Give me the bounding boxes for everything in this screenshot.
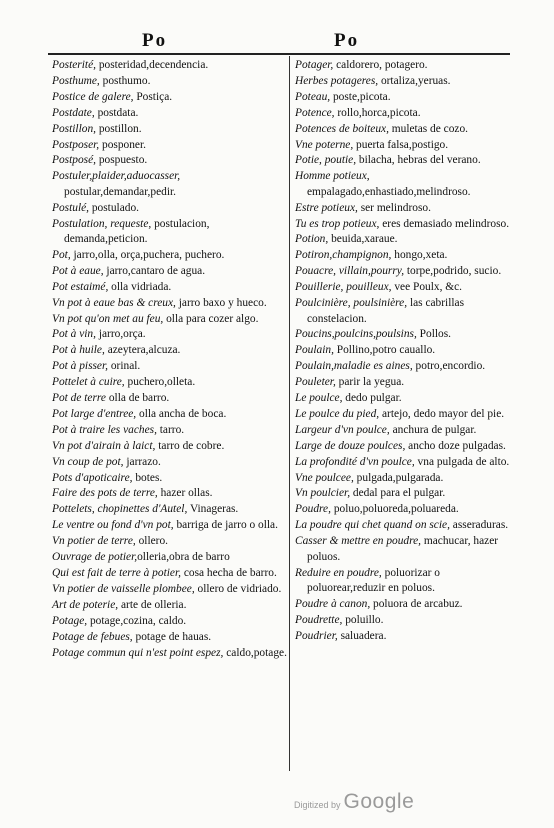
dictionary-entry (52, 296, 288, 311)
entry-definition: dedo pulgar. (342, 392, 402, 405)
dictionary-entry (52, 122, 288, 137)
entry-headword: Pottelet à cuire, (52, 376, 125, 389)
dictionary-entry (295, 122, 517, 137)
entry-definition: caldorero, potagero. (333, 59, 428, 71)
entry-headword: Pouleter, (295, 376, 336, 389)
entry-definition: pospuesto. (95, 154, 148, 167)
entry-definition: postdata. (94, 106, 139, 119)
entry-definition: las cabrillas constelacion. (307, 297, 465, 325)
entry-headword: Postulé, (52, 201, 90, 214)
dictionary-entry (295, 423, 517, 438)
entry-headword: Potager, (295, 59, 334, 71)
dictionary-entry (52, 106, 288, 121)
dictionary-entry (295, 629, 517, 644)
entry-headword: Qui est fait de terre à potier, (52, 567, 181, 579)
dictionary-entry (52, 630, 288, 645)
dictionary-entry (295, 439, 517, 454)
dictionary-entry (295, 486, 517, 501)
entry-definition: postular,demandar,pedir. (64, 185, 177, 198)
dictionary-entry (52, 598, 288, 613)
dictionary-entry (52, 423, 288, 438)
dictionary-entry (295, 327, 517, 342)
entry-headword: Poulcinière, poulsinière, (295, 297, 408, 310)
dictionary-entry (295, 359, 517, 374)
dictionary-entry (52, 153, 288, 168)
dictionary-entry (295, 613, 517, 628)
dictionary-entry (52, 327, 288, 342)
entry-definition: poluillo. (342, 613, 384, 626)
dictionary-entry (52, 407, 288, 422)
entry-headword: Art de poterie, (52, 598, 119, 611)
entry-definition: Postiça. (133, 90, 173, 103)
entry-headword: Poudrier, (295, 629, 338, 642)
entry-definition: rollo,horca,picota. (334, 106, 421, 119)
entry-definition: artejo, dedo mayor del pie. (379, 407, 505, 420)
entry-definition: tarro. (156, 423, 185, 436)
entry-headword: Pots d'apoticaire, (52, 471, 133, 484)
dictionary-entry (52, 312, 288, 327)
entry-headword: Vn pot qu'on met au feu, (52, 312, 164, 325)
dictionary-entry (52, 58, 288, 73)
entry-headword: Le ventre ou fond d'vn pot, (52, 519, 174, 532)
entry-definition: hongo,xeta. (391, 249, 448, 262)
entry-headword: Le poulce, (295, 392, 343, 405)
dictionary-entry (295, 597, 517, 612)
entry-headword: Potage commun qui n'est point espez, (52, 646, 224, 659)
entry-headword: Potion, (295, 233, 329, 246)
entry-definition: ollero de vidriado. (194, 582, 282, 595)
entry-headword: Vn pot d'airain à laict, (52, 439, 156, 452)
dictionary-entry (52, 439, 288, 454)
entry-definition: pulgada,pulgarada. (353, 471, 444, 484)
entry-headword: Vn potier de terre, (52, 535, 136, 548)
entry-headword: Pot, (52, 248, 71, 261)
dictionary-entry (52, 280, 288, 295)
entry-definition: Pollino,potro cauallo. (333, 344, 436, 357)
entry-headword: Pouillerie, pouilleux, (295, 281, 392, 294)
entry-headword: Poulain, (295, 344, 334, 357)
entry-headword: Vne poterne, (295, 138, 354, 151)
entry-definition: anchura de pulgar. (389, 423, 477, 436)
google-logo-text: Google (343, 790, 415, 813)
entry-definition: potage de hauas. (132, 630, 212, 643)
entry-definition: olla vidriada. (108, 280, 172, 293)
digitized-by-google-watermark (294, 790, 414, 814)
entry-definition: jarrazo. (123, 455, 161, 468)
entry-headword: Posterité, (52, 59, 96, 71)
entry-headword: Postice de galere, (52, 90, 134, 103)
dictionary-entry (295, 518, 517, 533)
entry-headword: Pot à traire les vaches, (52, 423, 157, 436)
dictionary-entry (295, 471, 517, 486)
entry-headword: Pot large d'entree, (52, 407, 137, 420)
entry-definition: machucar, hazer poluos. (307, 535, 499, 563)
dictionary-entry (52, 566, 288, 581)
entry-headword: Pouacre, villain,pourry, (295, 265, 405, 278)
entry-headword: Postillon, (52, 122, 96, 135)
entry-definition: postulado. (89, 201, 140, 214)
entry-definition: Vinageras. (187, 503, 239, 516)
entry-definition: asseraduras. (449, 519, 509, 532)
entry-definition: ortaliza,yeruas. (378, 74, 451, 87)
entry-definition: olla para cozer algo. (163, 312, 259, 325)
entry-definition: beuida,xaraue. (328, 233, 398, 246)
entry-headword: Poudre à canon, (295, 597, 371, 610)
entry-definition: postulacion, demanda,peticion. (64, 217, 210, 245)
dictionary-entry (52, 74, 288, 89)
dictionary-entry (295, 169, 517, 200)
entry-headword: Vn pot à eaue bas & creux, (52, 296, 176, 309)
entry-headword: Le poulce du pied, (295, 407, 380, 420)
entry-definition: puerta falsa,postigo. (353, 138, 449, 151)
entry-headword: Poteau, (295, 90, 331, 103)
entry-headword: Postposer, (52, 138, 100, 151)
dictionary-entry (295, 217, 517, 232)
entry-definition: dedal para el pulgar. (350, 487, 446, 500)
right-column (295, 58, 517, 645)
entry-definition: eres demasiado melindroso. (379, 217, 510, 230)
dictionary-entry (295, 138, 517, 153)
entry-definition: jarro,olla, orça,puchera, puchero. (70, 248, 225, 261)
dictionary-entry (295, 74, 517, 89)
dictionary-entry (295, 343, 517, 358)
entry-headword: Poudrette, (295, 613, 343, 626)
dictionary-entry (52, 614, 288, 629)
entry-headword: Pot à pisser, (52, 360, 109, 373)
entry-definition: botes. (132, 471, 163, 484)
dictionary-entry (52, 201, 288, 216)
entry-definition: vee Poulx, &c. (391, 281, 463, 294)
dictionary-entry (52, 359, 288, 374)
entry-headword: Pot à eaue, (52, 264, 104, 277)
dictionary-entry (52, 138, 288, 153)
entry-headword: Estre potieux, (295, 201, 358, 214)
entry-headword: Vn coup de pot, (52, 455, 124, 468)
dictionary-entry (295, 375, 517, 390)
entry-definition: tarro de cobre. (155, 439, 225, 452)
entry-definition: ser melindroso. (357, 201, 431, 214)
entry-definition: poluo,poluoreda,poluareda. (330, 503, 459, 516)
entry-headword: Largeur d'vn poulce, (295, 423, 390, 436)
entry-headword: Potage, (52, 614, 88, 627)
entry-headword: Vne poulcee, (295, 471, 354, 484)
entry-headword: Pot à vin, (52, 328, 96, 341)
dictionary-entry (52, 343, 288, 358)
entry-headword: Herbes potageres, (295, 74, 379, 87)
entry-definition: arte de olleria. (118, 598, 187, 611)
dictionary-entry (295, 106, 517, 121)
entry-headword: Postuler,plaider,aduocasser, (52, 170, 181, 183)
dictionary-entry (52, 391, 288, 406)
dictionary-entry (295, 502, 517, 517)
entry-definition: azeytera,alcuza. (104, 344, 181, 357)
entry-headword: Potiron,champignon, (295, 249, 392, 262)
dictionary-entry (295, 455, 517, 470)
entry-definition: caldo,potage. (223, 646, 287, 659)
entry-definition: postillon. (95, 122, 142, 135)
entry-headword: Tu es trop potieux, (295, 217, 380, 230)
dictionary-entry (52, 90, 288, 105)
entry-headword: Poudre, (295, 503, 331, 516)
entry-headword: Pot à huile, (52, 344, 105, 357)
column-divider (289, 56, 290, 771)
entry-headword: Faire des pots de terre, (52, 487, 158, 500)
entry-headword: Casser & mettre en poudre, (295, 535, 422, 548)
entry-definition: poste,picota. (330, 90, 391, 103)
dictionary-entry (52, 375, 288, 390)
dictionary-entry (295, 232, 517, 247)
left-column (52, 58, 288, 661)
entry-definition: jarro,cantaro de agua. (103, 264, 206, 277)
entry-headword: Reduire en poudre, (295, 566, 382, 579)
dictionary-entry (52, 217, 288, 248)
entry-definition: hazer ollas. (157, 487, 213, 500)
entry-headword: Vn poulcier, (295, 487, 351, 500)
entry-headword: Ouvrage de potier, (52, 551, 138, 564)
entry-definition: olla ancha de boca. (136, 407, 227, 420)
dictionary-entry (52, 534, 288, 549)
entry-headword: Postdate, (52, 106, 95, 119)
entry-headword: La profondité d'vn poulce, (295, 455, 415, 468)
entry-definition: poluorizar o poluorear,reduzir en poluos. (307, 566, 440, 594)
entry-definition: bilacha, hebras del verano. (356, 154, 481, 167)
dictionary-entry (295, 153, 517, 168)
entry-headword: Potences de boiteux, (295, 122, 389, 135)
entry-definition: cosa hecha de barro. (180, 567, 277, 579)
dictionary-entry (52, 518, 288, 533)
entry-definition: ancho doze pulgadas. (405, 439, 506, 452)
entry-headword: Posthume, (52, 74, 100, 87)
entry-definition: torpe,podrido, sucio. (404, 265, 502, 278)
entry-definition: poluora de arcabuz. (370, 597, 463, 610)
dictionary-entry (295, 58, 517, 73)
entry-headword: Pottelets, chopinettes d'Autel, (52, 503, 188, 516)
running-head-right: Po (334, 30, 360, 51)
entry-definition: saluadera. (337, 629, 387, 642)
entry-definition: empalagado,enhastiado,melindroso. (307, 185, 471, 198)
entry-headword: Postposé, (52, 154, 96, 167)
entry-definition: posteridad,decendencia. (95, 59, 209, 71)
entry-headword: Pot estaimé, (52, 280, 109, 293)
entry-definition: potro,encordio. (412, 360, 486, 373)
dictionary-entry (295, 566, 517, 597)
dictionary-entry (52, 264, 288, 279)
entry-headword: Large de douze poulces, (295, 439, 406, 452)
entry-headword: La poudre qui chet quand on scie, (295, 519, 450, 532)
entry-definition: olla de barro. (105, 392, 170, 405)
entry-definition: muletas de cozo. (388, 122, 469, 135)
dictionary-entry (295, 407, 517, 422)
dictionary-entry (295, 248, 517, 263)
entry-headword: Homme potieux, (295, 170, 370, 183)
entry-definition: jarro,orça. (95, 328, 146, 341)
entry-definition: vna pulgada de alto. (414, 455, 510, 468)
dictionary-entry (295, 201, 517, 216)
entry-definition: barriga de jarro o olla. (173, 519, 278, 532)
entry-definition: parir la yegua. (335, 376, 405, 389)
entry-definition: jarro baxo y hueco. (175, 296, 267, 309)
running-head-left: Po (142, 30, 168, 51)
entry-headword: Pot de terre (52, 392, 106, 405)
entry-definition: olleria,obra de barro (137, 551, 230, 564)
dictionary-entry (295, 391, 517, 406)
dictionary-entry (295, 296, 517, 327)
dictionary-entry (52, 455, 288, 470)
dictionary-entry (52, 486, 288, 501)
entry-headword: Potage de febues, (52, 630, 133, 643)
entry-headword: Vn potier de vaisselle plombee, (52, 582, 195, 595)
dictionary-entry (52, 646, 288, 661)
dictionary-entry (52, 248, 288, 263)
entry-headword: Potie, poutie, (295, 154, 357, 167)
dictionary-entry (52, 502, 288, 517)
watermark-small-text: Digitized by (294, 800, 341, 810)
entry-definition: posthumo. (99, 74, 151, 87)
entry-definition: ollero. (135, 535, 168, 548)
entry-headword: Postulation, requeste, (52, 217, 152, 230)
entry-definition: orinal. (108, 360, 141, 373)
entry-headword: Poucins,poulcins,poulsins, (295, 328, 417, 341)
entry-definition: puchero,olleta. (124, 376, 196, 389)
dictionary-entry (52, 169, 288, 200)
header-rule (48, 53, 510, 55)
dictionary-entry (295, 280, 517, 295)
dictionary-entry (295, 534, 517, 565)
entry-definition: Pollos. (416, 328, 452, 341)
entry-headword: Potence, (295, 106, 335, 119)
dictionary-entry (295, 90, 517, 105)
dictionary-entry (295, 264, 517, 279)
entry-headword: Poulain,maladie es aines, (295, 360, 413, 373)
dictionary-entry (52, 550, 288, 565)
entry-definition: potage,cozina, caldo. (87, 614, 187, 627)
entry-definition: posponer. (99, 138, 146, 151)
dictionary-entry (52, 582, 288, 597)
dictionary-entry (52, 471, 288, 486)
